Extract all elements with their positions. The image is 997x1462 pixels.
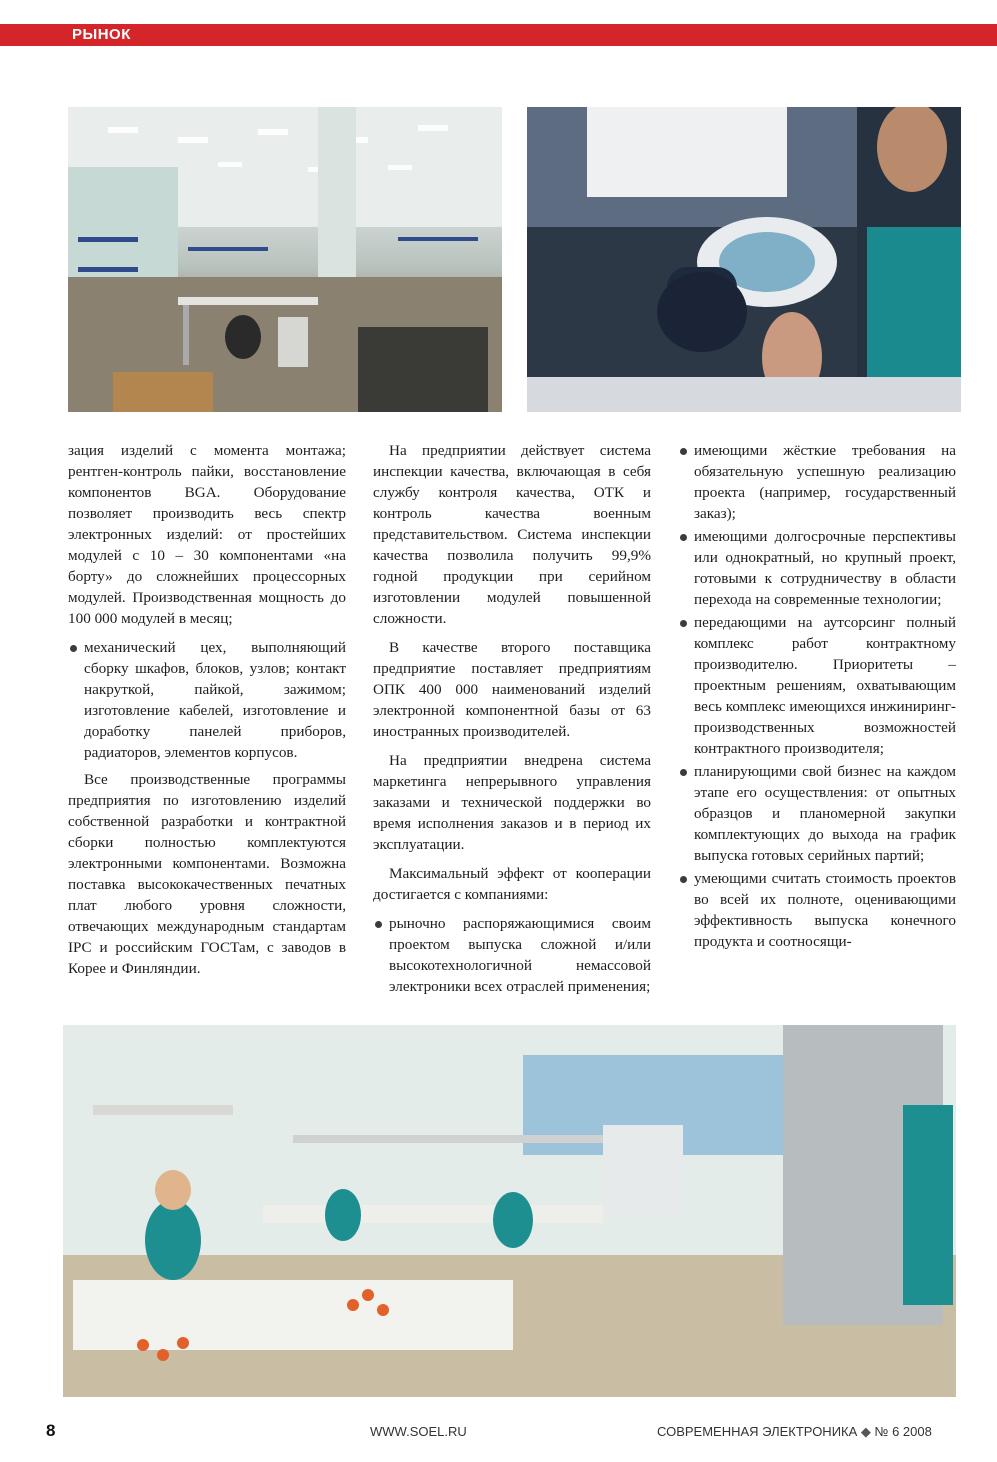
paragraph: Все производственные программы предприятия по изготовлению изделий собственной разработки и контрактной сборки полностью комплектуются электронными компонентами. Возможна поставка высококачественных печатных плат любого уровня сложности, отвечающих международным стандартам IPC и российским ГОСТам, с заводов в Корее и Финляндии. <box>68 771 346 977</box>
diamond-icon: ◆ <box>860 1424 871 1439</box>
text-column-3 <box>678 440 956 958</box>
section-header-bar <box>0 24 997 46</box>
text-column-2 <box>373 440 651 1003</box>
section-header <box>0 0 997 48</box>
assembly-area-photo <box>63 1025 956 1397</box>
page-number: 8 <box>46 1421 56 1440</box>
site-url: WWW.SOEL.RU <box>370 1424 467 1439</box>
list-item: рыночно распоряжающимися своим проектом выпуска сложной и/или высокотехнологичной немассовой электроники всех отраслей применения; <box>373 913 651 997</box>
bullet-list <box>68 637 346 763</box>
text-column-1 <box>68 440 346 987</box>
inspection-magnifier-photo <box>527 107 961 412</box>
list-item: умеющими считать стоимость проектов во всей их полноте, оценивающими эффективность выпуска конечного продукта и соотносящи- <box>678 868 956 952</box>
list-item: механический цех, выполняющий сборку шкафов, блоков, узлов; контакт накруткой, пайкой, зажимом; изготовление кабелей, изготовление и доработку панелей приборов, радиаторов, элементов корпусов. <box>68 637 346 763</box>
list-item: имеющими долгосрочные перспективы или однократный, но крупный проект, готовыми к сотрудничеству в области перехода на современные технологии; <box>678 526 956 610</box>
production-hall-photo <box>68 107 502 412</box>
bullet-list <box>678 440 956 952</box>
magazine-title: СОВРЕМЕННАЯ ЭЛЕКТРОНИКА <box>657 1424 858 1439</box>
paragraph: зация изделий с момента монтажа; рентген-контроль пайки, восстановление компонентов BGA. Оборудование позволяет производить весь спектр электронных изделий: от простейших модулей с 10 – 30 компонентами «на борту» до сложнейших процессорных модулей. Производственная мощность до 100 000 модулей в месяц; <box>68 442 346 627</box>
paragraph: Максимальный эффект от кооперации достигается с компаниями: <box>373 865 651 903</box>
list-item: передающими на аутсорсинг полный комплекс работ контрактному производителю. Приоритеты – проектным решениям, охватывающим весь комплекс имеющихся инжиниринг-производственных возможностей контрактного производителя; <box>678 612 956 759</box>
list-item: планирующими свой бизнес на каждом этапе его осуществления: от опытных образцов и планомерной закупки комплектующих до выхода на график выпуска готовых серийных партий; <box>678 761 956 866</box>
magazine-info <box>657 1424 932 1440</box>
paragraph: В качестве второго поставщика предприятие поставляет предприятиям ОПК 400 000 наименований изделий электронной компонентной базы от 63 иностранных производителей. <box>373 639 651 740</box>
paragraph: На предприятии внедрена система маркетинга непрерывного управления заказами и технической поддержки во время исполнения заказов и в период их эксплуатации. <box>373 752 651 853</box>
issue-number: № 6 2008 <box>874 1424 932 1439</box>
list-item: имеющими жёсткие требования на обязательную успешную реализацию проекта (например, государственный заказ); <box>678 440 956 524</box>
paragraph: На предприятии действует система инспекции качества, включающая в себя службу контроля качества, ОТК и контроль качества военным представительством. Система инспекции качества позволила получить 99,9% годной продукции при серийном изготовлении модулей повышенной сложности. <box>373 442 651 627</box>
bullet-list <box>373 913 651 997</box>
section-title: РЫНОК <box>72 26 131 43</box>
